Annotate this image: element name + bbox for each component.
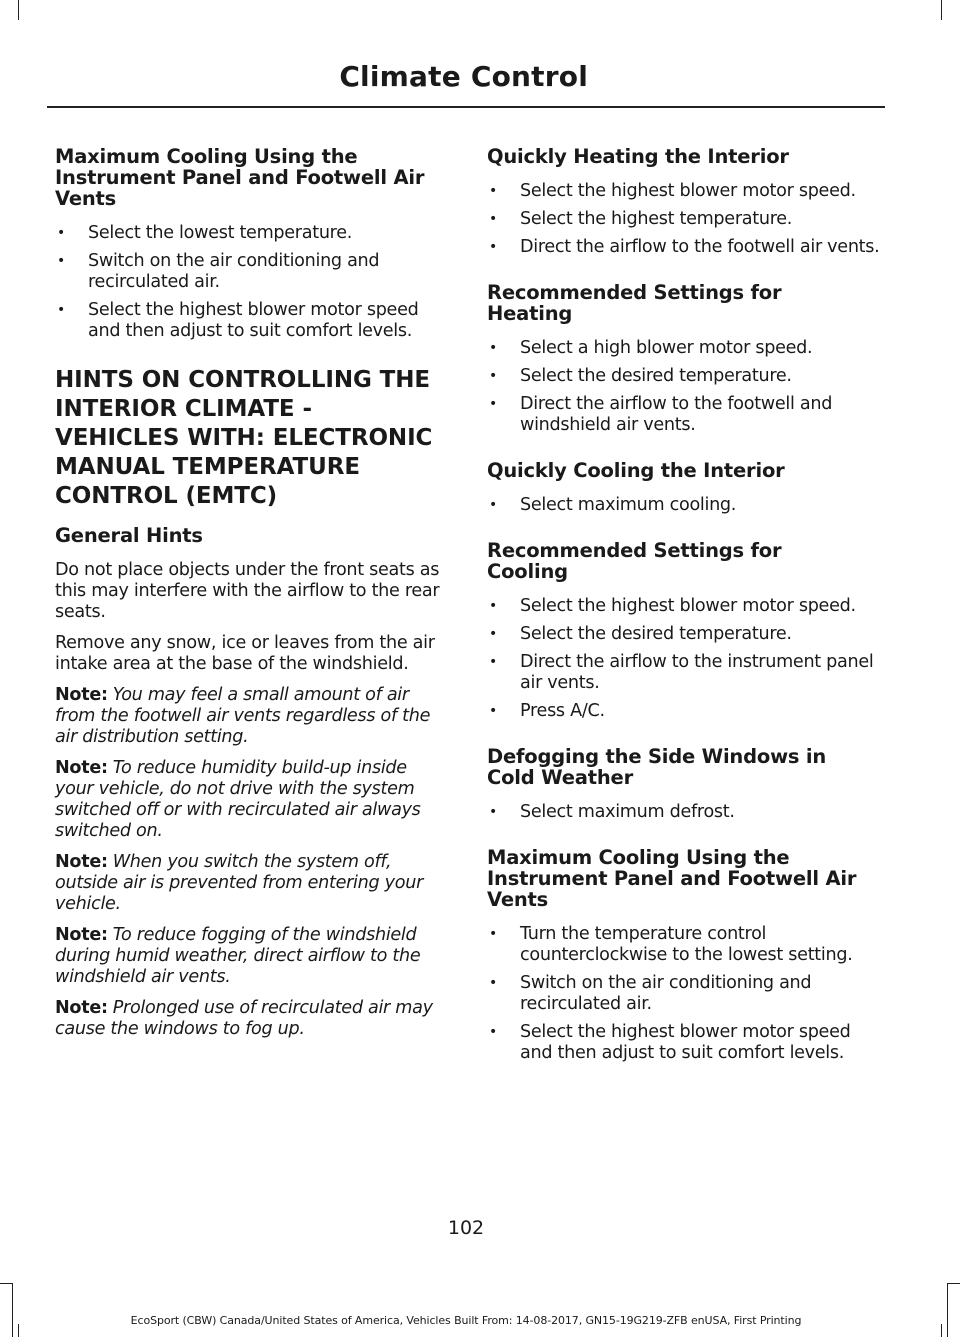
list-item: • Press A/C. bbox=[487, 701, 882, 722]
note-text: To reduce humidity build-up inside your vehicle, do not drive with the system switched off or with recirculated air always switched on. bbox=[55, 758, 421, 841]
bullet-list bbox=[487, 802, 882, 823]
list-item: • Select the highest blower motor speed and then adjust to suit comfort levels. bbox=[55, 300, 450, 342]
footer-text: EcoSport (CBW) Canada/United States of America, Vehicles Built From: 14-08-2017, GN15-19G219-ZFB enUSA, First Printing bbox=[130, 1314, 802, 1327]
page-header-title: Climate Control bbox=[339, 60, 588, 93]
list-item: • Select a high blower motor speed. bbox=[487, 338, 882, 359]
note-paragraph bbox=[55, 852, 450, 915]
note-text: To reduce fogging of the windshield during humid weather, direct airflow to the windshield air vents. bbox=[55, 925, 421, 987]
list-item: • Switch on the air conditioning and recirculated air. bbox=[55, 251, 450, 293]
note-text: Prolonged use of recirculated air may cause the windows to fog up. bbox=[55, 998, 433, 1039]
crop-mark-bottom-right bbox=[947, 1283, 948, 1337]
note-label: Note: bbox=[55, 852, 108, 872]
bullet-list bbox=[55, 223, 450, 342]
bullet-list bbox=[487, 338, 882, 436]
bullet-list bbox=[487, 495, 882, 516]
crop-mark-bottom-left-h bbox=[0, 1283, 12, 1284]
note-paragraph bbox=[55, 758, 450, 842]
heading-line: MANUAL TEMPERATURE bbox=[55, 454, 360, 480]
list-item: • Select the desired temperature. bbox=[487, 624, 882, 645]
list-item: • Select maximum defrost. bbox=[487, 802, 882, 823]
heading-line: Defogging the Side Windows in bbox=[487, 745, 827, 768]
heading-line: CONTROL (EMTC) bbox=[55, 483, 278, 509]
list-item: • Select maximum cooling. bbox=[487, 495, 882, 516]
right-column bbox=[487, 146, 882, 1088]
list-item: • Switch on the air conditioning and recirculated air. bbox=[487, 973, 882, 1015]
heading-line: Instrument Panel and Footwell Air bbox=[55, 166, 425, 189]
list-item: • Direct the airflow to the instrument panel air vents. bbox=[487, 652, 882, 694]
section-heading-quick-heating: Quickly Heating the Interior bbox=[487, 145, 789, 168]
note-label: Note: bbox=[55, 925, 108, 945]
list-item: • Select the lowest temperature. bbox=[55, 223, 450, 244]
crop-mark-bottom-inner-right bbox=[941, 1324, 942, 1337]
bullet-list bbox=[487, 924, 882, 1064]
page-number: 102 bbox=[447, 1217, 485, 1239]
list-item: • Direct the airflow to the footwell air vents. bbox=[487, 237, 882, 258]
section-heading-general-hints: General Hints bbox=[55, 524, 203, 547]
paragraph: Remove any snow, ice or leaves from the air intake area at the base of the windshield. bbox=[55, 633, 435, 674]
list-item: • Turn the temperature control counterclockwise to the lowest setting. bbox=[487, 924, 882, 966]
list-item: • Select the highest blower motor speed. bbox=[487, 181, 882, 202]
heading-line: Recommended Settings for bbox=[487, 539, 782, 562]
heading-line: VEHICLES WITH: ELECTRONIC bbox=[55, 425, 433, 451]
heading-line: Maximum Cooling Using the bbox=[487, 846, 790, 869]
left-column bbox=[55, 146, 450, 1050]
bullet-list bbox=[487, 181, 882, 258]
heading-line: HINTS ON CONTROLLING THE bbox=[55, 367, 431, 393]
section-heading-defogging bbox=[487, 746, 882, 788]
note-paragraph bbox=[55, 685, 450, 748]
crop-mark-top-right bbox=[941, 0, 942, 20]
paragraph: Do not place objects under the front seats as this may interfere with the airflow to the rear seats. bbox=[55, 560, 440, 622]
header-rule bbox=[47, 106, 885, 108]
section-heading-quick-cooling: Quickly Cooling the Interior bbox=[487, 459, 785, 482]
heading-line: Recommended Settings for bbox=[487, 281, 782, 304]
heading-line: Maximum Cooling Using the bbox=[55, 145, 358, 168]
main-section-heading bbox=[55, 366, 450, 511]
note-label: Note: bbox=[55, 758, 108, 778]
list-item: • Direct the airflow to the footwell and windshield air vents. bbox=[487, 394, 882, 436]
note-paragraph bbox=[55, 925, 450, 988]
bullet-list bbox=[487, 596, 882, 722]
section-heading-rec-cooling bbox=[487, 540, 882, 582]
note-label: Note: bbox=[55, 998, 108, 1018]
heading-line: Instrument Panel and Footwell Air bbox=[487, 867, 857, 890]
list-item: • Select the highest temperature. bbox=[487, 209, 882, 230]
section-heading-rec-heating bbox=[487, 282, 882, 324]
crop-mark-top-left bbox=[18, 0, 19, 20]
heading-line: Vents bbox=[55, 187, 117, 210]
note-text: You may feel a small amount of air from the footwell air vents regardless of the air distribution setting. bbox=[55, 685, 431, 747]
note-paragraph bbox=[55, 998, 450, 1040]
note-text: When you switch the system off, outside air is prevented from entering your vehicle. bbox=[55, 852, 424, 914]
section-heading-max-cooling-2 bbox=[487, 847, 882, 910]
crop-mark-bottom-left bbox=[12, 1283, 13, 1337]
heading-line: Vents bbox=[487, 888, 549, 911]
list-item: • Select the desired temperature. bbox=[487, 366, 882, 387]
list-item: • Select the highest blower motor speed. bbox=[487, 596, 882, 617]
list-item: • Select the highest blower motor speed and then adjust to suit comfort levels. bbox=[487, 1022, 882, 1064]
heading-line: Cold Weather bbox=[487, 766, 633, 789]
heading-line: Heating bbox=[487, 302, 573, 325]
crop-mark-bottom-right-h bbox=[948, 1283, 960, 1284]
heading-line: Cooling bbox=[487, 560, 568, 583]
heading-line: INTERIOR CLIMATE - bbox=[55, 396, 312, 422]
section-heading-max-cooling bbox=[55, 146, 450, 209]
note-label: Note: bbox=[55, 685, 108, 705]
